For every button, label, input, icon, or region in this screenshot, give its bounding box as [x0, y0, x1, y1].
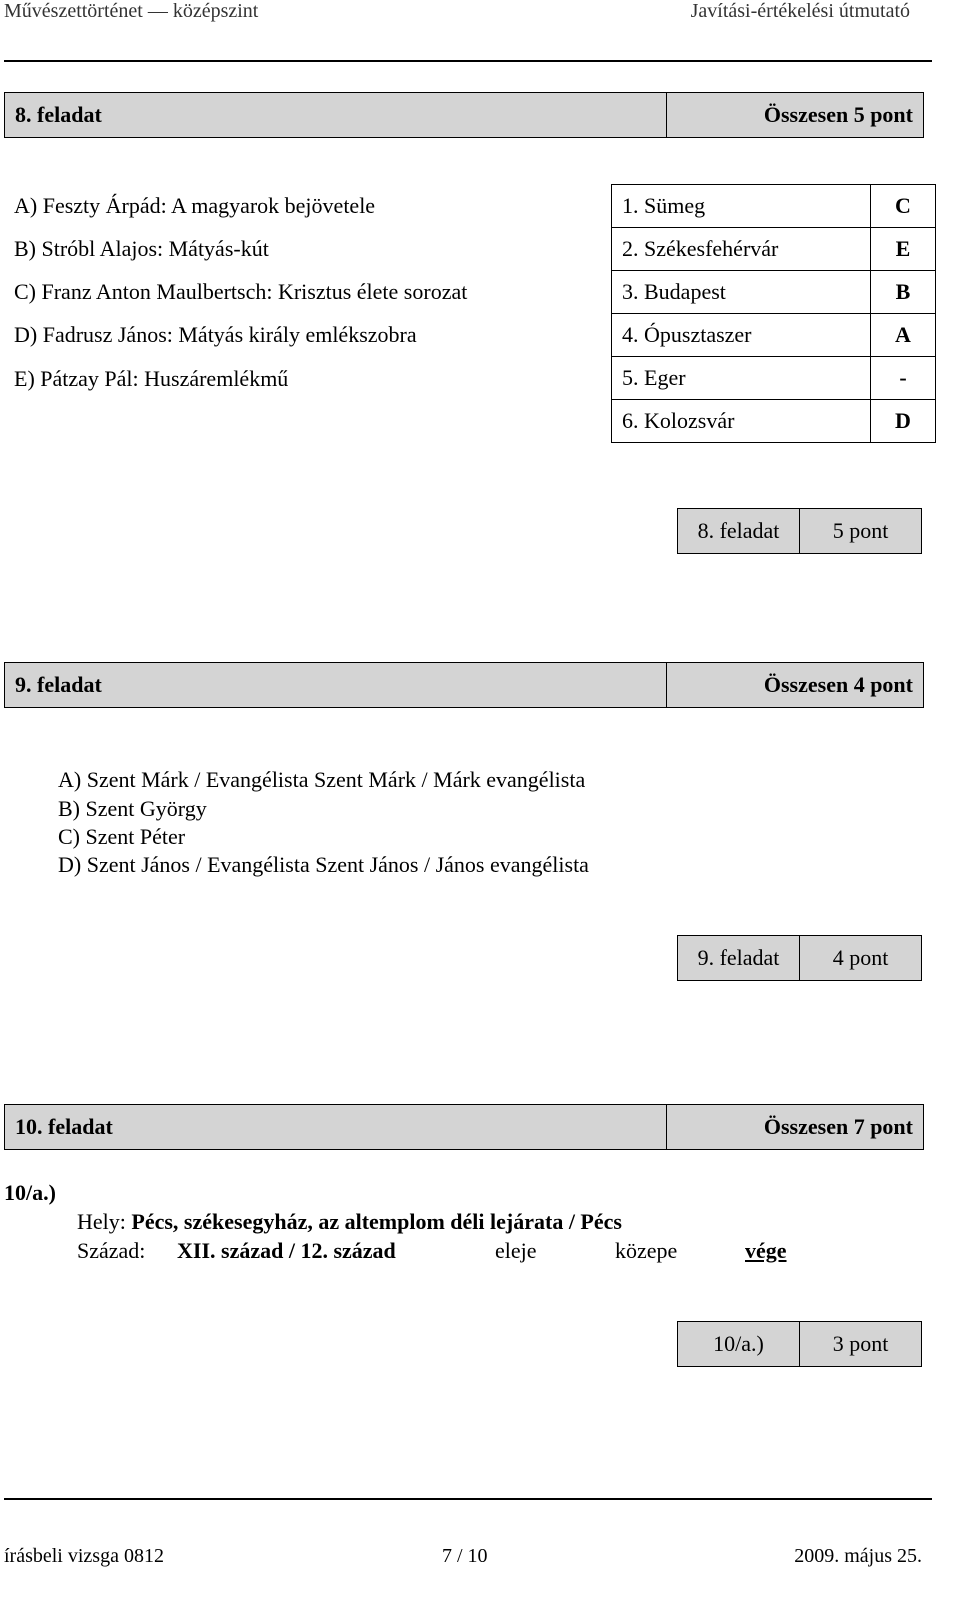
- task10-hely-line: [77, 1209, 622, 1235]
- header-right: Javítási-értékelési útmutató: [690, 0, 910, 22]
- task8-item-c: C) Franz Anton Maulbertsch: Krisztus élete sorozat: [14, 279, 468, 304]
- hely-value: Pécs, székesegyház, az altemplom déli lejárata / Pécs: [131, 1209, 622, 1234]
- task8-match-table: [611, 184, 936, 443]
- footer-right: 2009. május 25.: [794, 1545, 922, 1567]
- task9-score-box: [677, 935, 922, 981]
- match-letter: E: [871, 228, 936, 271]
- footer-left: írásbeli vizsga 0812: [4, 1545, 164, 1567]
- match-row: [612, 271, 936, 314]
- task9-score-value: 4 pont: [832, 945, 889, 970]
- task9-title: 9. feladat: [5, 663, 667, 707]
- task9-item-a: A) Szent Márk / Evangélista Szent Márk / Márk evangélista: [58, 767, 586, 792]
- task9-total: Összesen 4 pont: [763, 672, 913, 697]
- task9-header: [4, 662, 924, 708]
- century-option-middle: közepe: [615, 1238, 678, 1263]
- task8-score-value: 5 pont: [832, 518, 889, 543]
- match-row: [612, 228, 936, 271]
- task9-score-label: 9. feladat: [678, 936, 800, 980]
- match-place: 5. Eger: [612, 357, 871, 400]
- task10-score-label: 10/a.): [678, 1322, 800, 1366]
- task8-item-b: B) Stróbl Alajos: Mátyás-kút: [14, 236, 269, 261]
- task9-item-b: B) Szent György: [58, 796, 207, 821]
- header-rule: [4, 60, 932, 62]
- task8-header: [4, 92, 924, 138]
- szazad-value: XII. század / 12. század: [177, 1238, 396, 1263]
- task10-score-box: [677, 1321, 922, 1367]
- header-left: Művészettörténet — középszint: [4, 0, 259, 22]
- match-place: 3. Budapest: [612, 271, 871, 314]
- match-place: 6. Kolozsvár: [612, 400, 871, 443]
- task8-score-box: [677, 508, 922, 554]
- footer-rule: [4, 1498, 932, 1500]
- century-option-early: eleje: [495, 1238, 537, 1263]
- task8-item-d: D) Fadrusz János: Mátyás király emlékszobra: [14, 322, 417, 347]
- century-option-end-selected: vége: [745, 1238, 787, 1263]
- match-letter: -: [871, 357, 936, 400]
- task8-title: 8. feladat: [5, 93, 667, 137]
- task8-item-e: E) Pátzay Pál: Huszáremlékmű: [14, 366, 289, 391]
- match-place: 2. Székesfehérvár: [612, 228, 871, 271]
- task8-item-a: A) Feszty Árpád: A magyarok bejövetele: [14, 193, 376, 218]
- match-letter: A: [871, 314, 936, 357]
- szazad-label: Század:: [77, 1238, 146, 1263]
- match-place: 4. Ópusztaszer: [612, 314, 871, 357]
- task8-total: Összesen 5 pont: [763, 102, 913, 127]
- hely-label: Hely:: [77, 1209, 126, 1234]
- match-letter: D: [871, 400, 936, 443]
- task9-item-c: C) Szent Péter: [58, 824, 186, 849]
- match-row: [612, 400, 936, 443]
- task10-sub-label: 10/a.): [4, 1180, 56, 1205]
- footer-center: 7 / 10: [442, 1545, 488, 1567]
- match-letter: B: [871, 271, 936, 314]
- task9-item-d: D) Szent János / Evangélista Szent János / János evangélista: [58, 852, 589, 877]
- task10-total: Összesen 7 pont: [763, 1114, 913, 1139]
- task10-header: [4, 1104, 924, 1150]
- match-row: [612, 314, 936, 357]
- task8-score-label: 8. feladat: [678, 509, 800, 553]
- match-letter: C: [871, 185, 936, 228]
- match-place: 1. Sümeg: [612, 185, 871, 228]
- task10-score-value: 3 pont: [832, 1331, 889, 1356]
- match-row: [612, 357, 936, 400]
- task10-title: 10. feladat: [5, 1105, 667, 1149]
- match-row: [612, 185, 936, 228]
